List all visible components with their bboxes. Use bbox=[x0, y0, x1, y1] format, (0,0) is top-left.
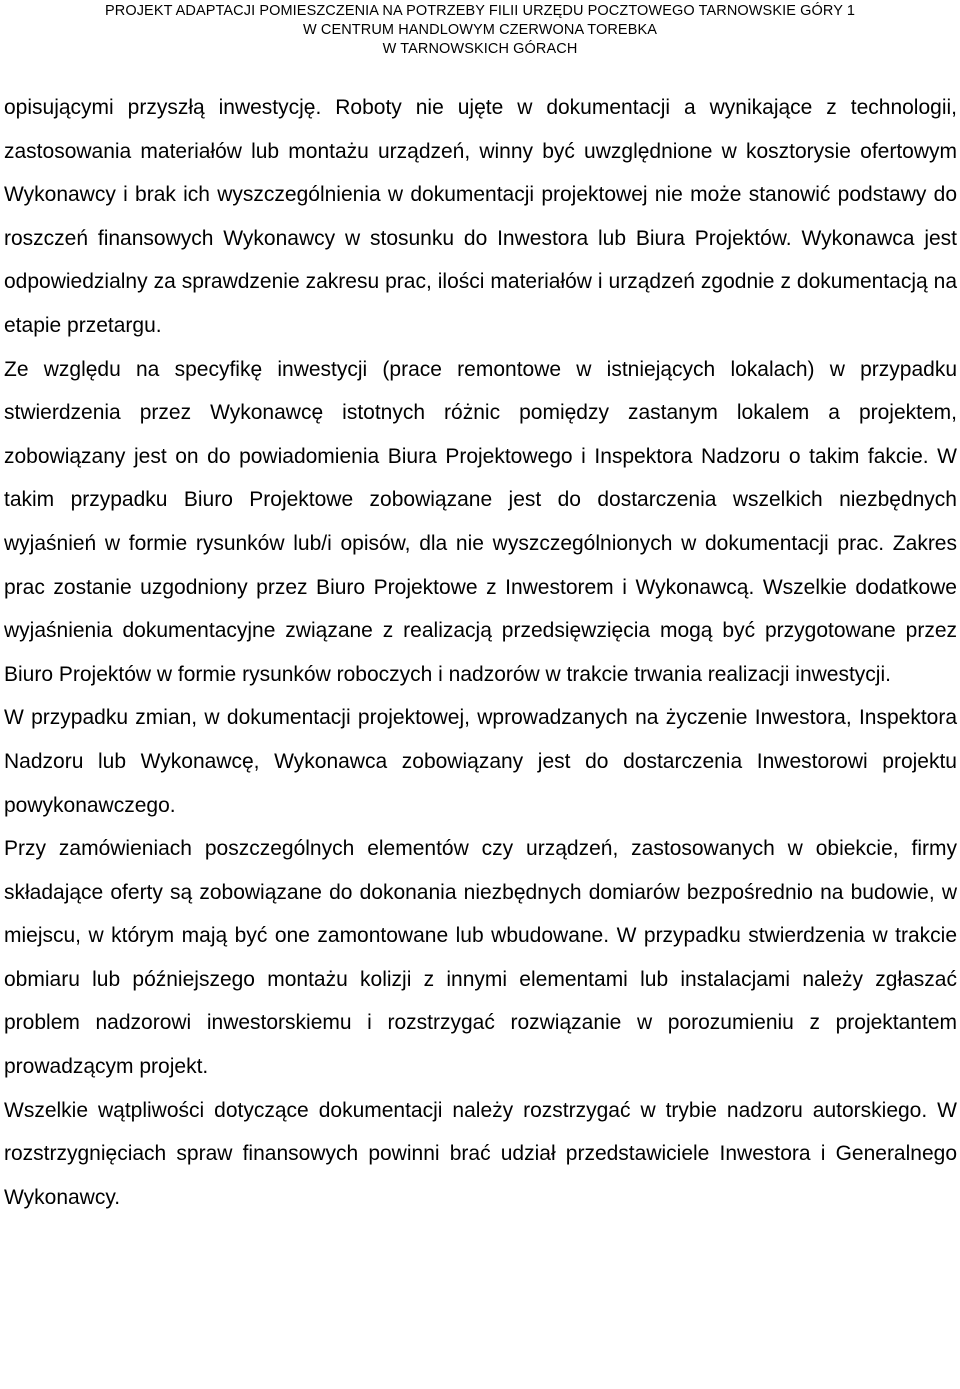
paragraph-responsibility: opisującymi przyszłą inwestycję. Roboty nie ujęte w dokumentacji a wynikające z technologii, zastosowania materiałów lub montażu urządzeń, winny być uwzględnione w kosztorysie ofertowym Wykonawcy i brak ich wyszczególnienia w dokumentacji projektowej nie może stanowić podstawy do roszczeń finansowych Wykonawcy w stosunku do Inwestora lub Biura Projektów. Wykonawca jest odpowiedzialny za sprawdzenie zakresu prac, ilości materiałów i urządzeń zgodnie z dokumentacją na etapie przetargu. bbox=[4, 96, 957, 337]
paragraph-author-supervision: Wszelkie wątpliwości dotyczące dokumentacji należy rozstrzygać w trybie nadzoru autorskiego. W rozstrzygnięciach spraw finansowych powinni brać udział przedstawiciele Inwestora i Generalnego Wykonawcy. bbox=[4, 1098, 957, 1209]
header-line-city: W TARNOWSKICH GÓRACH bbox=[382, 41, 578, 57]
paragraph-design-changes: W przypadku zmian, w dokumentacji projektowej, wprowadzanych na życzenie Inwestora, Inspektora Nadzoru lub Wykonawcę, Wykonawca zobowiązany jest do dostarczenia Inwestorowi projektu powykonawczego. bbox=[4, 706, 957, 817]
header-line-location: W CENTRUM HANDLOWYM CZERWONA TOREBKA bbox=[302, 22, 658, 38]
document-body bbox=[4, 86, 957, 1219]
paragraph-site-differences: Ze względu na specyfikę inwestycji (prace remontowe w istniejących lokalach) w przypadku stwierdzenia przez Wykonawcę istotnych różnic pomiędzy zastanym lokalem a projektem, zobowiązany jest on do powiadomienia Biura Projektowego i Inspektora Nadzoru o takim fakcie. W takim przypadku Biuro Projektowe zobowiązane jest do dostarczenia wszelkich niezbędnych wyjaśnień w formie rysunków lub/i opisów, dla nie wyszczególnionych w dokumentacji prac. Zakres prac zostanie uzgodniony przez Biuro Projektowe z Inwestorem i Wykonawcą. Wszelkie dodatkowe wyjaśnienia dokumentacyjne związane z realizacją przedsięwzięcia mogą być przygotowane przez Biuro Projektów w formie rysunków roboczych i nadzorów w trakcie trwania realizacji inwestycji. bbox=[4, 357, 957, 686]
paragraph-orders-measurements: Przy zamówieniach poszczególnych elementów czy urządzeń, zastosowanych w obiekcie, firmy składające oferty są zobowiązane do dokonania niezbędnych domiarów bezpośrednio na budowie, w miejscu, w którym mają być one zamontowane lub wbudowane. W przypadku stwierdzenia w trakcie obmiaru lub późniejszego montażu kolizji z innymi elementami lub instalacjami należy zgłaszać problem nadzorowi inwestorskiemu i rozstrzygać rozwiązanie w porozumieniu z projektantem prowadzącym projekt. bbox=[4, 837, 957, 1079]
header-line-project-title: PROJEKT ADAPTACJI POMIESZCZENIA NA POTRZEBY FILII URZĘDU POCZTOWEGO TARNOWSKIE GÓRY 1 bbox=[104, 3, 855, 19]
page-header bbox=[0, 2, 960, 59]
